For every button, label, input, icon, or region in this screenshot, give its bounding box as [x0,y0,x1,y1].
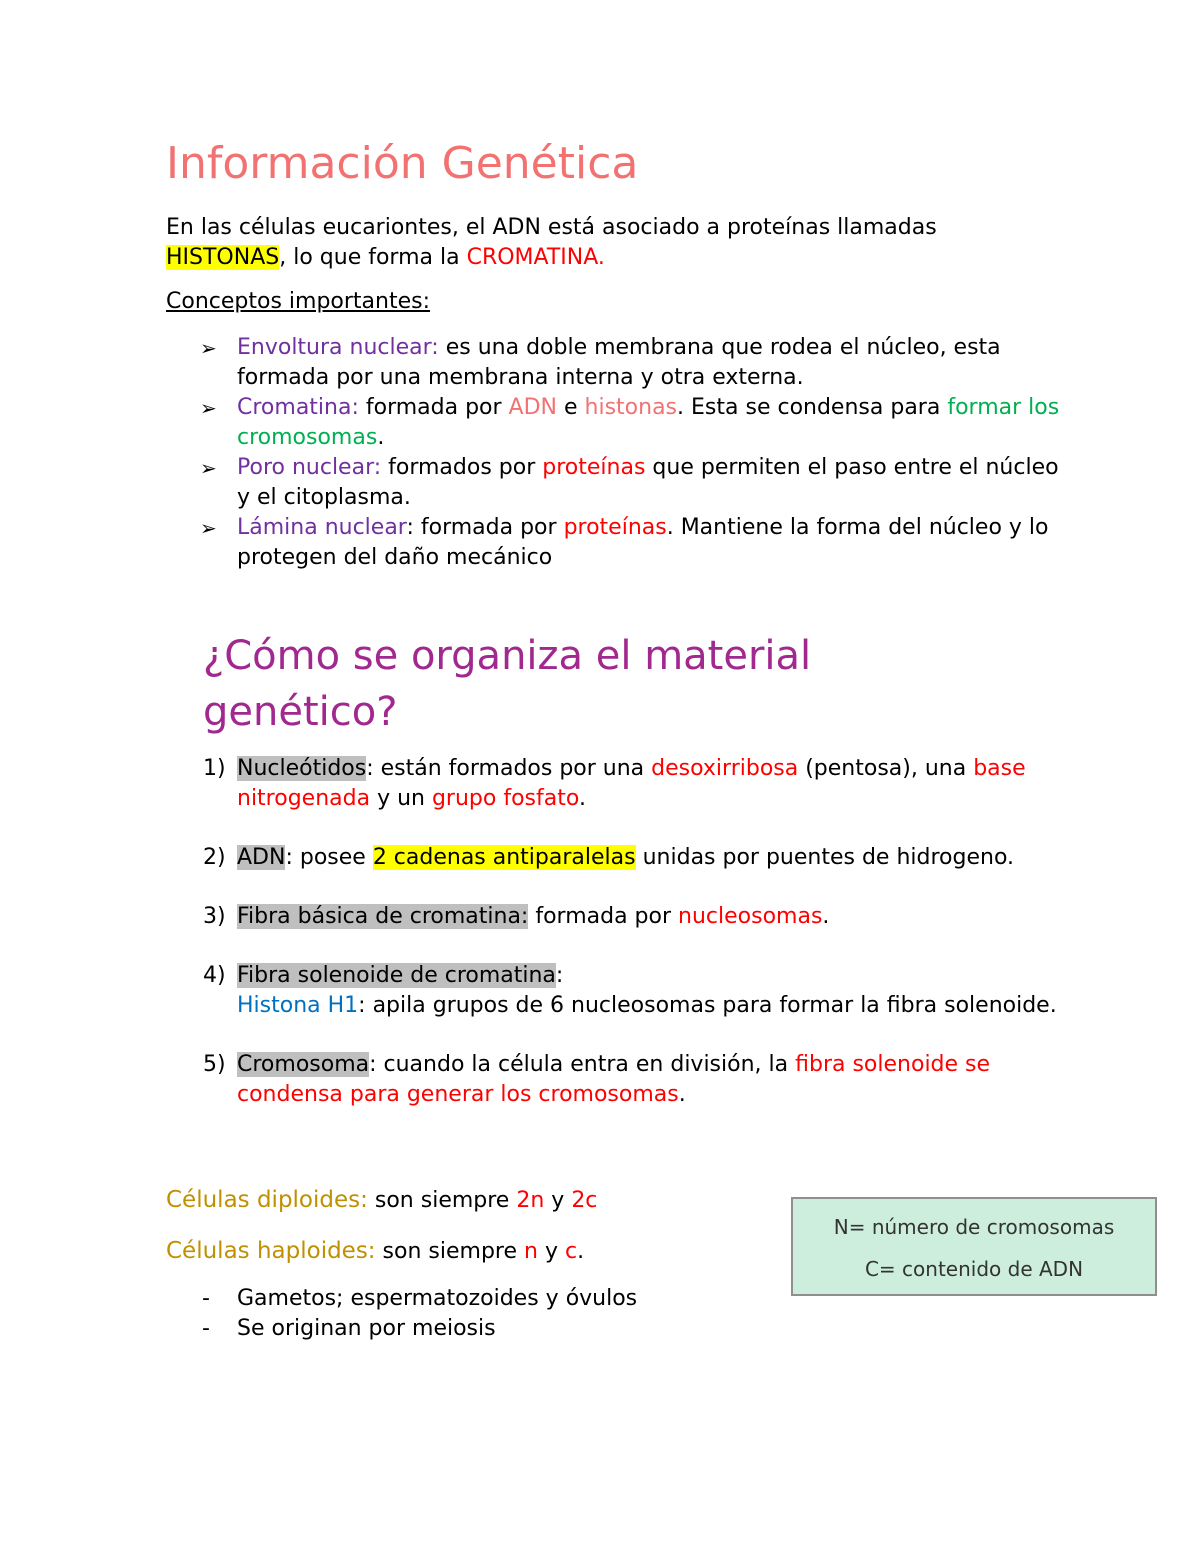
red-term: base nitrogenada [237,756,1026,811]
concepts-heading: Conceptos importantes: [166,289,430,314]
concept-term: Lámina nuclear [237,515,407,540]
level-term: ADN [237,845,286,870]
level-text: . [678,1082,686,1107]
concept-text: formados por [381,455,543,480]
list-item [200,513,1060,573]
level-text: (pentosa), una [798,756,974,781]
item-number: 3) [203,904,226,929]
list-item [200,1284,637,1314]
item-number: 2) [203,845,226,870]
diploid-line [166,1185,597,1216]
cell-text: son siempre [375,1239,525,1264]
concept-term: Poro nuclear: [237,455,382,480]
ploidy-value: 2n [516,1188,545,1213]
red-term: fibra solenoide se condensa para generar los cromosomas [237,1052,991,1107]
cell-text: . [577,1239,585,1264]
level-text: . [822,904,830,929]
intro-text: En las células eucariontes, el ADN está asociado a proteínas llamadas [166,215,937,240]
definitions-box [791,1197,1157,1296]
proteinas-term: proteínas [542,455,646,480]
list-item [200,1314,637,1344]
list-item [200,393,1060,453]
red-term: desoxirribosa [651,756,799,781]
level-text: formada por [528,904,679,929]
page-title: Información Genética [166,138,639,189]
organization-list [203,754,1063,1139]
concept-text: . Mantiene la forma del núcleo y lo protegen del daño mecánico [237,515,1049,570]
concepts-list [200,333,1060,573]
red-term: grupo fosfato [431,786,579,811]
intro-text: , lo que forma la [279,245,467,270]
cromatina-term: CROMATINA. [466,245,605,270]
green-phrase: formar los cromosomas [237,395,1060,450]
list-item [200,333,1060,393]
level-text: : posee [285,845,373,870]
concept-text: es una doble membrana que rodea el núcleo, esta formada por una membrana interna y otra externa. [237,335,1001,390]
arrow-bullet-icon: ➢ [200,336,217,360]
concept-text: formada por [358,395,509,420]
gamete-list [200,1284,637,1344]
arrow-bullet-icon: ➢ [200,516,217,540]
cell-text: y [537,1239,565,1264]
concept-text: . Esta se condensa para [677,395,948,420]
diploid-label: Células diploides: [166,1187,368,1213]
list-item-text: Se originan por meiosis [237,1316,496,1341]
level-text: . [578,786,586,811]
histona-h1-term: Histona H1 [237,993,359,1018]
arrow-bullet-icon: ➢ [200,456,217,480]
list-item [203,1050,1063,1110]
ploidy-value: n [524,1239,538,1264]
level-text: : cuando la célula entra en división, la [369,1052,796,1077]
item-number: 1) [203,756,226,781]
level-text: unidas por puentes de hidrogeno. [635,845,1015,870]
level-term: Fibra solenoide de cromatina [237,963,556,988]
haploid-label: Células haploides: [166,1238,376,1264]
intro-paragraph [166,213,1046,273]
cell-text: y [544,1188,572,1213]
concept-text: : formada por [406,515,564,540]
concept-term: Envoltura nuclear: [237,335,439,360]
proteinas-term: proteínas [563,515,667,540]
list-item [203,961,1063,1021]
dash-bullet-icon: - [202,1316,210,1341]
level-text: : están formados por una [366,756,652,781]
item-number: 4) [203,963,226,988]
level-text: : apila grupos de 6 nucleosomas para formar la fibra solenoide. [358,993,1057,1018]
histonas-term: histonas [584,395,678,420]
histonas-highlight: HISTONAS [166,245,280,270]
level-term: Nucleótidos [237,756,367,781]
list-item [200,453,1060,513]
list-item [203,902,1063,932]
level-term: Cromosoma [237,1052,370,1077]
level-term: Fibra básica de cromatina: [237,904,529,929]
box-line-c: C= contenido de ADN [864,1257,1084,1281]
ploidy-value: c [564,1239,578,1264]
list-item-text: Gametos; espermatozoides y óvulos [237,1286,638,1311]
section-title: ¿Cómo se organiza el material genético? [203,633,812,735]
dash-bullet-icon: - [202,1286,210,1311]
concept-term: Cromatina: [237,395,359,420]
adn-term: ADN [508,395,557,420]
red-term: nucleosomas [678,904,823,929]
list-item [203,754,1063,814]
concept-text: que permiten el paso entre el núcleo y el citoplasma. [237,455,1059,510]
haploid-line [166,1236,584,1267]
level-text: y un [370,786,432,811]
cell-text: son siempre [367,1188,517,1213]
level-text: : [555,963,564,988]
item-number: 5) [203,1052,226,1077]
box-line-n: N= número de cromosomas [833,1215,1115,1239]
concept-text: . [377,425,385,450]
yellow-highlight: 2 cadenas antiparalelas [372,845,636,870]
arrow-bullet-icon: ➢ [200,396,217,420]
concept-text: e [557,395,585,420]
ploidy-value: 2c [571,1188,598,1213]
list-item [203,843,1063,873]
